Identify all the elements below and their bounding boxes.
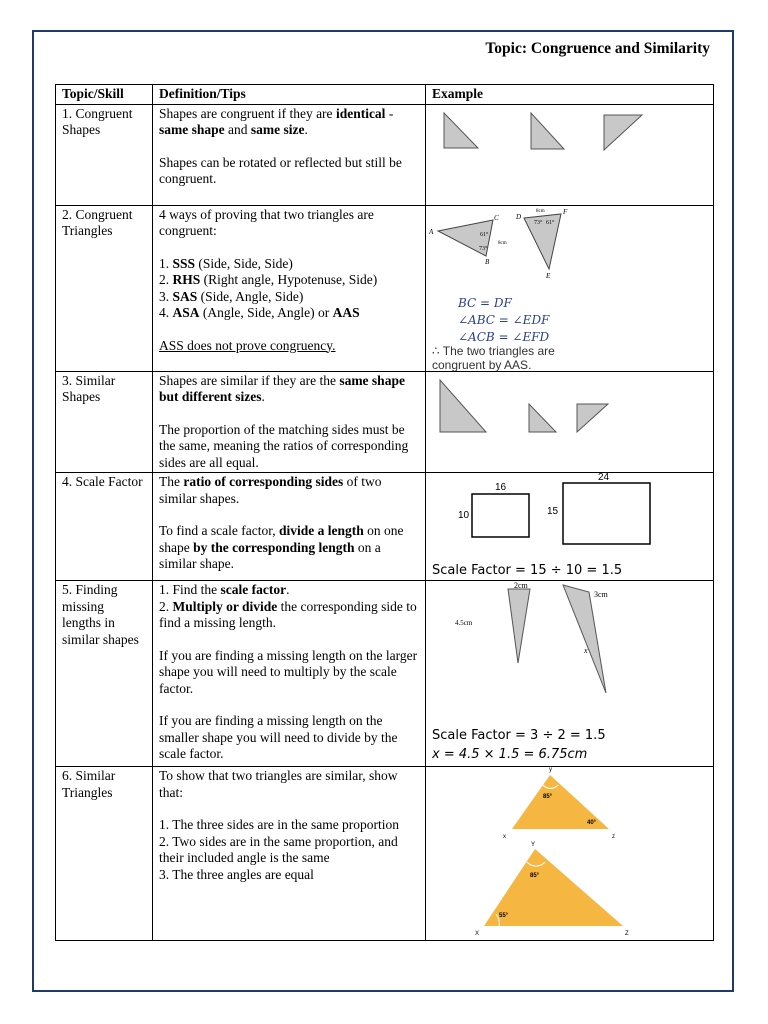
text-run: To find a scale factor, xyxy=(159,523,279,538)
label-f: F xyxy=(563,207,568,216)
text-run: the corresponding side to find a missing length. xyxy=(159,598,417,630)
angle-f-label: 61° xyxy=(546,219,555,226)
text-run: 2. xyxy=(159,598,173,614)
small-left-label: 10 xyxy=(458,510,470,521)
small-rectangle xyxy=(472,494,529,537)
proof-conclusion-2: congruent by AAS. xyxy=(432,357,532,371)
text-run: To show that two triangles are similar, show that: xyxy=(159,768,398,800)
definition-cell xyxy=(153,104,426,205)
definition-line xyxy=(159,272,419,289)
blank-line xyxy=(159,139,419,155)
blank-line xyxy=(159,697,419,713)
topic-cell: 3. Similar Shapes xyxy=(56,371,153,473)
bold-text: by the corresponding length xyxy=(193,539,355,555)
text-run: - xyxy=(385,105,394,121)
vertex-y-large: Y xyxy=(531,842,536,848)
table-row xyxy=(56,581,714,767)
bold-text: same shape but different sizes xyxy=(159,372,405,404)
proof-conclusion-1: ∴ The two triangles are xyxy=(432,343,555,358)
definition-line xyxy=(159,599,419,632)
definition-line xyxy=(159,582,419,599)
proof-line-1: BC = DF xyxy=(458,295,512,310)
example-cell xyxy=(426,104,714,205)
text-run: 1. The three sides are in the same proportion xyxy=(159,817,400,832)
topic-cell: 1. Congruent Shapes xyxy=(56,104,153,205)
topic-cell: 2. Congruent Triangles xyxy=(56,205,153,371)
example-cell xyxy=(426,371,714,473)
definition-cell xyxy=(153,205,426,371)
bold-text: same shape xyxy=(159,122,225,137)
bold-text: divide a length xyxy=(278,523,364,538)
topic-table xyxy=(55,84,714,941)
text-run: (Angle, Side, Angle) or xyxy=(199,305,333,320)
table-header-row xyxy=(56,85,714,105)
header-definition: Definition/Tips xyxy=(153,85,426,105)
blank-line xyxy=(159,801,419,817)
similar-triangle-small xyxy=(577,404,608,432)
blank-line xyxy=(159,240,419,256)
similar-triangle-medium xyxy=(529,404,556,432)
text-run: (Side, Side, Side) xyxy=(195,255,293,271)
angle-61-label: 61° xyxy=(480,231,489,238)
angle-73-label: 73° xyxy=(479,245,488,252)
text-run: 1. Find the xyxy=(159,582,221,597)
blank-line xyxy=(159,322,419,338)
small-side-length: 4.5cm xyxy=(455,619,473,627)
congruent-triangle-1 xyxy=(444,113,478,148)
congruent-shapes-diagram xyxy=(426,105,688,205)
page-title: Topic: Congruence and Similarity xyxy=(485,40,710,57)
bold-text: SSS xyxy=(172,255,196,271)
proof-line-2: ∠ABC = ∠EDF xyxy=(458,312,550,327)
congruent-triangle-2 xyxy=(531,113,564,149)
large-top-label: 24 xyxy=(598,473,610,483)
side-8cm-label-1: 8cm xyxy=(498,240,507,246)
text-run: on one shape xyxy=(159,523,404,555)
bold-text: ASA xyxy=(172,305,200,320)
angle-85-large: 85° xyxy=(530,873,540,879)
large-left-label: 15 xyxy=(547,506,559,517)
bold-text: RHS xyxy=(172,272,201,287)
text-run: 3. The three angles are equal xyxy=(159,866,314,882)
label-e: E xyxy=(546,271,551,280)
angle-85-small: 85° xyxy=(543,794,553,800)
missing-lengths-diagram xyxy=(426,581,688,766)
table-row xyxy=(56,371,714,473)
topic-cell: 6. Similar Triangles xyxy=(56,767,153,941)
text-run: 4 ways of proving that two triangles are congruent: xyxy=(159,206,374,238)
text-run: If you are finding a missing length on the larger shape you will need to multiply by the scale factor. xyxy=(159,647,418,696)
text-run: Shapes can be rotated or reflected but still be congruent. xyxy=(159,154,402,186)
text-run: The proportion of the matching sides must be the same, meaning the ratios of corresponding sides are all equal. xyxy=(159,421,409,470)
definition-line xyxy=(159,768,419,801)
label-d: D xyxy=(516,212,522,221)
blank-line xyxy=(159,632,419,648)
definition-line xyxy=(159,867,419,884)
definition-line xyxy=(159,373,419,406)
header-topic: Topic/Skill xyxy=(56,85,153,105)
large-top-length: 3cm xyxy=(594,590,608,599)
definition-line xyxy=(159,523,419,573)
text-run: 4. xyxy=(159,305,173,320)
table-row xyxy=(56,104,714,205)
text-run: 2. Two sides are in the same proportion, and their included angle is the same xyxy=(159,833,398,865)
definition-line xyxy=(159,817,419,834)
table-row xyxy=(56,767,714,941)
definition-line xyxy=(159,648,419,698)
text-run: 1. xyxy=(159,255,173,271)
small-similar-triangle xyxy=(508,589,530,663)
example-cell xyxy=(426,205,714,371)
definition-cell xyxy=(153,371,426,473)
angle-d-label: 73° xyxy=(534,219,543,226)
large-side-length: x xyxy=(584,646,588,655)
definition-line xyxy=(159,155,419,188)
definition-line xyxy=(159,834,419,867)
large-similar-triangle xyxy=(563,585,606,693)
angle-40-small: 40° xyxy=(587,820,597,826)
large-rectangle xyxy=(563,483,650,544)
bold-text: Multiply or divide xyxy=(172,598,278,614)
triangle-def xyxy=(524,214,561,269)
bold-text: identical xyxy=(335,105,386,121)
definition-line xyxy=(159,256,419,273)
definition-line xyxy=(159,474,419,507)
congruent-triangle-3 xyxy=(604,115,642,150)
example-cell xyxy=(426,767,714,941)
text-run: ASS does not prove congruency. xyxy=(159,337,336,353)
label-a: A xyxy=(429,227,434,236)
definition-line xyxy=(159,338,419,355)
definition-cell xyxy=(153,767,426,941)
text-run: . xyxy=(304,122,308,137)
definition-cell xyxy=(153,581,426,767)
scale-factor-diagram xyxy=(426,473,688,580)
scale-factor-text: Scale Factor = 15 ÷ 10 = 1.5 xyxy=(432,563,623,578)
vertex-x-large: X xyxy=(475,931,480,937)
vertex-x-small: x xyxy=(503,834,506,840)
blank-line xyxy=(159,507,419,523)
bold-text: ratio of corresponding sides xyxy=(183,474,344,489)
header-example: Example xyxy=(426,85,714,105)
vertex-z-large: Z xyxy=(625,931,629,937)
text-run: . xyxy=(286,582,290,597)
text-run: . xyxy=(261,389,265,404)
text-run: 2. xyxy=(159,272,173,287)
text-run: of two similar shapes. xyxy=(159,474,382,506)
text-run: Shapes are congruent if they are xyxy=(159,105,336,121)
vertex-z-small: z xyxy=(612,834,615,840)
similar-shapes-diagram xyxy=(426,372,688,472)
definition-line xyxy=(159,207,419,240)
bold-text: scale factor xyxy=(220,582,287,597)
text-run: on a similar shape. xyxy=(159,539,381,571)
definition-cell xyxy=(153,473,426,581)
text-run: (Side, Angle, Side) xyxy=(197,288,304,304)
vertex-y-small: y xyxy=(549,767,552,773)
small-top-label: 16 xyxy=(495,482,507,493)
scale-factor-text: Scale Factor = 3 ÷ 2 = 1.5 xyxy=(432,728,606,743)
definition-line xyxy=(159,305,419,322)
text-run: The xyxy=(159,474,184,489)
similar-triangles-diagram xyxy=(426,767,688,940)
topic-cell: 4. Scale Factor xyxy=(56,473,153,581)
text-run: Shapes are similar if they are the xyxy=(159,372,340,388)
bold-text: AAS xyxy=(332,305,360,320)
table-row xyxy=(56,473,714,581)
text-run: If you are finding a missing length on the smaller shape you will need to divide by the scale factor. xyxy=(159,713,398,761)
definition-line xyxy=(159,289,419,306)
text-run: 3. xyxy=(159,288,173,304)
label-c: C xyxy=(494,213,499,222)
text-run: and xyxy=(224,122,251,137)
congruent-triangles-diagram xyxy=(426,206,688,371)
bold-text: same size xyxy=(250,122,305,137)
blank-line xyxy=(159,406,419,422)
missing-length-calc: x = 4.5 × 1.5 = 6.75cm xyxy=(432,747,588,762)
topic-cell: 5. Finding missing lengths in similar shapes xyxy=(56,581,153,767)
example-cell xyxy=(426,473,714,581)
angle-55-large: 55° xyxy=(499,913,509,919)
small-top-length: 2cm xyxy=(514,581,528,590)
definition-line xyxy=(159,106,419,139)
table-row xyxy=(56,205,714,371)
definition-line xyxy=(159,713,419,763)
definition-line xyxy=(159,422,419,472)
bold-text: SAS xyxy=(172,288,198,304)
proof-line-3: ∠ACB = ∠EFD xyxy=(458,329,550,344)
example-cell xyxy=(426,581,714,767)
similar-triangle-large xyxy=(440,380,486,432)
side-8cm-label-2: 8cm xyxy=(536,208,545,214)
label-b: B xyxy=(485,257,490,266)
text-run: (Right angle, Hypotenuse, Side) xyxy=(200,272,378,287)
